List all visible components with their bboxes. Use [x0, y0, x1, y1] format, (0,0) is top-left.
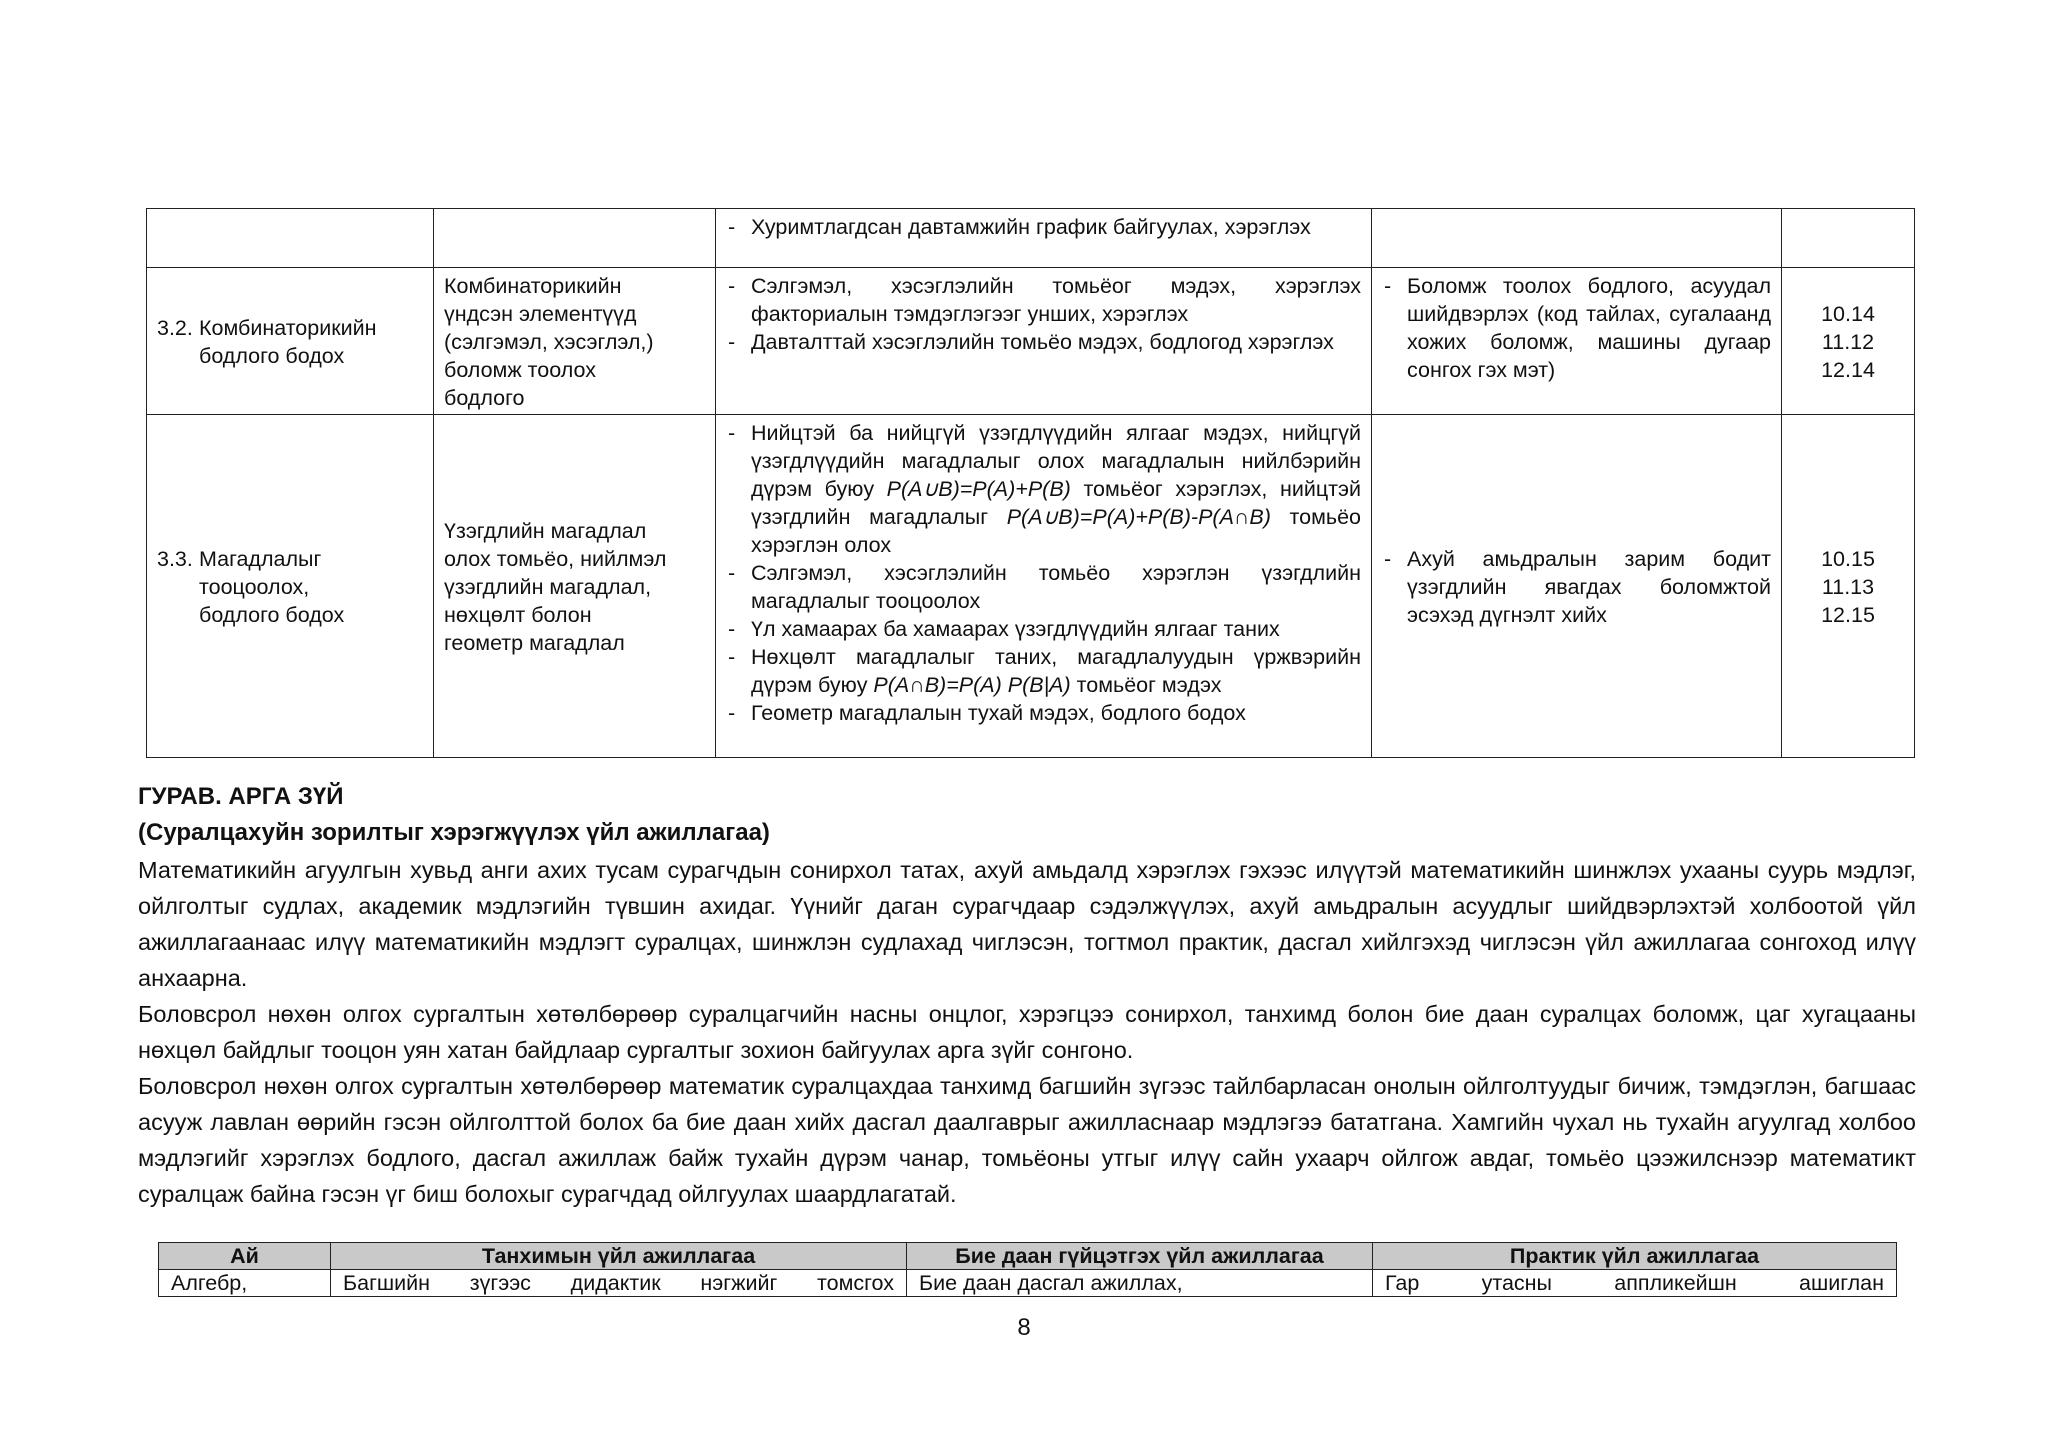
table-cell	[434, 209, 716, 268]
list-item: - Үл хамаарах ба хамаарах үзэгдлүүдийн ялгааг таних	[726, 615, 1361, 643]
activities-cell	[716, 415, 1372, 758]
content-line: Комбинаторикийн	[444, 274, 622, 298]
table-cell	[147, 209, 434, 268]
topic-cell	[147, 268, 434, 415]
codes-cell	[1782, 268, 1915, 415]
table-row	[147, 268, 1915, 415]
topic-cell	[147, 415, 434, 758]
formula: P(A∪B)=P(A)+P(B)	[886, 477, 1071, 501]
text: томьёог мэдэх	[1070, 673, 1222, 697]
list-item: - Сэлгэмэл, хэсэглэлийн томьёо хэрэглэн үзэгдлийн магадлалыг тооцоолох	[726, 559, 1361, 615]
page-number: 8	[1017, 1314, 1031, 1341]
table-cell: Алгебр,	[159, 1270, 331, 1297]
column-header: Бие даан гүйцэтгэх үйл ажиллагаа	[907, 1243, 1373, 1270]
application-cell	[1372, 268, 1782, 415]
paragraph: Боловсрол нөхөн олгох сургалтын хөтөлбөрөөр математик суралцахдаа танхимд багшийн зүгээс тайлбарласан онолын ойлголтуудыг бичиж, тэмдэглэн, багшаас асууж лавлан өөрийн гэсэн ойлголттой болох ба бие даан хийх дасгал даалгаврыг ажилласнаар мэдлэгээ бататгана. Хамгийн чухал нь тухайн агуулгад холбоо мэдлэгийг хэрэглэх бодлого, дасгал ажиллаж байж тухайн дүрэм чанар, томьёоны утгыг илүү сайн ухаарч ойлгож авдаг, томьёо цээжилснээр математикт суралцаж байна гэсэн үг биш болохыг сурагчдад ойлгуулах шаардлагатай.	[138, 1073, 1916, 1207]
activities-cell	[716, 268, 1372, 415]
code: 12.14	[1821, 358, 1875, 382]
content-line: нөхцөлт болон	[444, 603, 592, 627]
topic-line: бодлого бодох	[199, 344, 345, 368]
curriculum-table	[146, 208, 1915, 758]
code: 11.12	[1821, 330, 1875, 354]
topic-line: Комбинаторикийн	[199, 316, 377, 340]
column-header: Ай	[159, 1243, 331, 1270]
activities-cell	[716, 209, 1372, 268]
topic-number: 3.2.	[157, 316, 193, 340]
list-item	[726, 419, 1361, 559]
codes-cell	[1782, 415, 1915, 758]
content-cell	[434, 268, 716, 415]
methods-table	[158, 1242, 1897, 1297]
topic-number: 3.3.	[157, 547, 193, 571]
text: томьёо хэрэглэн олох	[751, 505, 1361, 557]
column-header: Танхимын үйл ажиллагаа	[331, 1243, 907, 1270]
list-item: - Боломж тоолох бодлого, асуудал шийдвэрлэх (код тайлах, сугалаанд хожих боломж, машины дугаар сонгох гэх мэт)	[1382, 272, 1771, 384]
table-cell: Багшийн зүгээс дидактик нэгжийг томсгох	[331, 1270, 907, 1297]
table-cell	[1372, 209, 1782, 268]
formula: P(A∩B)=P(A) P(B|A)	[873, 673, 1071, 697]
topic-line: тооцоолох,	[199, 575, 310, 599]
list-item	[726, 643, 1361, 699]
list-item: - Ахуй амьдралын зарим бодит үзэгдлийн явагдах боломжтой эсэхэд дүгнэлт хийх	[1382, 545, 1771, 629]
code: 10.15	[1821, 547, 1875, 571]
table-row	[147, 209, 1915, 268]
list-item: - Давталттай хэсэглэлийн томьёо мэдэх, бодлогод хэрэглэх	[726, 328, 1361, 356]
application-cell	[1372, 415, 1782, 758]
table-cell	[1782, 209, 1915, 268]
section-subtitle: (Суралцахуйн зорилтыг хэрэгжүүлэх үйл ажиллагаа)	[138, 819, 770, 846]
topic-line: Магадлалыг	[199, 547, 322, 571]
content-line: геометр магадлал	[444, 631, 625, 655]
table-row	[147, 415, 1915, 758]
table-header-row	[159, 1243, 1897, 1270]
paragraph: Боловсрол нөхөн олгох сургалтын хөтөлбөрөөр суралцагчийн насны онцлог, хэрэгцээ сонирхол, танхимд болон бие даан суралцах боломж, цаг хугацааны нөхцөл байдлыг тооцон уян хатан байдлаар сургалтыг зохион байгуулах арга зүйг сонгоно.	[138, 1001, 1916, 1063]
column-header: Практик үйл ажиллагаа	[1373, 1243, 1897, 1270]
content-line: боломж тоолох	[444, 358, 596, 382]
content-line: Үзэгдлийн магадлал	[444, 519, 647, 543]
code: 11.13	[1821, 575, 1875, 599]
section-title: ГУРАВ. АРГА ЗҮЙ	[138, 783, 344, 810]
list-item: - Сэлгэмэл, хэсэглэлийн томьёог мэдэх, хэрэглэх факториалын тэмдэглэгээг унших, хэрэглэх	[726, 272, 1361, 328]
topic-line: бодлого бодох	[199, 603, 345, 627]
text: Нийцтэй ба нийцгүй үзэгдлүүдийн ялгааг мэдэх, нийцгүй үзэгдлүүдийн магадлалыг олох магадлалын нийлбэрийн дүрэм буюу	[751, 421, 1361, 501]
text: томьёог хэрэглэх, нийцтэй үзэгдлийн магадлалыг	[751, 477, 1361, 529]
formula: P(A∪B)=P(A)+P(B)-P(A∩B)	[1006, 505, 1271, 529]
table-cell: Бие даан дасгал ажиллах,	[907, 1270, 1373, 1297]
table-cell: Гар утасны аппликейшн ашиглан	[1373, 1270, 1897, 1297]
content-line: бодлого	[444, 386, 525, 410]
table-row	[159, 1270, 1897, 1297]
paragraph: Математикийн агуулгын хувьд анги ахих тусам сурагчдын сонирхол татах, ахуй амьдалд хэрэглэх гэхээс илүүтэй математикийн шинжлэх ухааны суурь мэдлэг, ойлголтыг судлах, академик мэдлэгийн түвшин ахидаг. Үүнийг даган сурагчдаар сэдэлжүүлэх, ахуй амьдралын асуудлыг шийдвэрлэхтэй холбоотой үйл ажиллагаанаас илүү математикийн мэдлэгт суралцах, шинжлэн судлахад чиглэсэн, тогтмол практик, дасгал хийлгэхэд чиглэсэн үйл ажиллагаа сонгоход илүү анхаарна.	[138, 857, 1916, 991]
code: 10.14	[1821, 302, 1875, 326]
list-item: - Геометр магадлалын тухай мэдэх, бодлого бодох	[726, 699, 1361, 727]
content-line: олох томьёо, нийлмэл	[444, 547, 667, 571]
list-item: - Хуримтлагдсан давтамжийн график байгуулах, хэрэглэх	[726, 213, 1361, 241]
content-line: үзэгдлийн магадлал,	[444, 575, 652, 599]
code: 12.15	[1821, 603, 1875, 627]
text: Нөхцөлт магадлалыг таних, магадлалуудын үржвэрийн дүрэм буюу	[751, 645, 1361, 697]
content-cell	[434, 415, 716, 758]
content-line: (сэлгэмэл, хэсэглэл,)	[444, 330, 654, 354]
content-line: үндсэн элементүүд	[444, 302, 637, 326]
